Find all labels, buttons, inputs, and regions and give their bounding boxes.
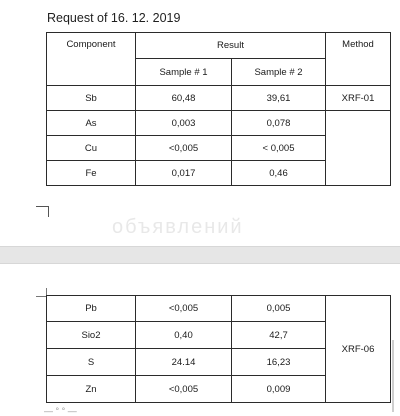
sample-2-cell: 0,078 bbox=[232, 111, 326, 136]
header-sample-1: Sample # 1 bbox=[136, 59, 232, 86]
sample-1-cell: 0,017 bbox=[136, 161, 232, 186]
header-method: Method bbox=[326, 33, 391, 86]
component-cell: S bbox=[47, 349, 136, 376]
sample-1-cell: <0,005 bbox=[136, 296, 232, 322]
header-component: Component bbox=[47, 33, 136, 86]
component-cell: Zn bbox=[47, 376, 136, 403]
sample-2-cell: 42,7 bbox=[232, 322, 326, 349]
sample-1-cell: 60,48 bbox=[136, 86, 232, 111]
method-cell: XRF-06 bbox=[326, 296, 391, 403]
table-row bbox=[47, 296, 391, 322]
header-sample-2: Sample # 2 bbox=[232, 59, 326, 86]
component-cell: Cu bbox=[47, 136, 136, 161]
results-table-bottom bbox=[46, 295, 391, 403]
sample-1-cell: 24.14 bbox=[136, 349, 232, 376]
page-title: Request of 16. 12. 2019 bbox=[47, 11, 181, 25]
table-row bbox=[47, 86, 391, 111]
sample-1-cell: <0,005 bbox=[136, 376, 232, 403]
table-row bbox=[47, 111, 391, 136]
sample-2-cell: 16,23 bbox=[232, 349, 326, 376]
watermark: объявлений bbox=[112, 216, 244, 238]
sample-2-cell: 0,005 bbox=[232, 296, 326, 322]
scroll-edge bbox=[392, 340, 394, 412]
sample-2-cell: < 0,005 bbox=[232, 136, 326, 161]
component-cell: Pb bbox=[47, 296, 136, 322]
page-break-gap bbox=[0, 246, 400, 264]
component-cell: As bbox=[47, 111, 136, 136]
sample-2-cell: 39,61 bbox=[232, 86, 326, 111]
sample-2-cell: 0,009 bbox=[232, 376, 326, 403]
method-cell: XRF-01 bbox=[326, 86, 391, 111]
header-result: Result bbox=[136, 33, 326, 59]
sample-1-cell: 0,003 bbox=[136, 111, 232, 136]
method-cell-empty bbox=[326, 111, 391, 186]
page-corner-mark bbox=[36, 206, 49, 217]
component-cell: Sio2 bbox=[47, 322, 136, 349]
sample-1-cell: <0,005 bbox=[136, 136, 232, 161]
results-table-top bbox=[46, 32, 391, 186]
sample-2-cell: 0,46 bbox=[232, 161, 326, 186]
sample-1-cell: 0,40 bbox=[136, 322, 232, 349]
component-cell: Fe bbox=[47, 161, 136, 186]
bottom-text-fragment: — ° ° — bbox=[44, 406, 77, 416]
component-cell: Sb bbox=[47, 86, 136, 111]
